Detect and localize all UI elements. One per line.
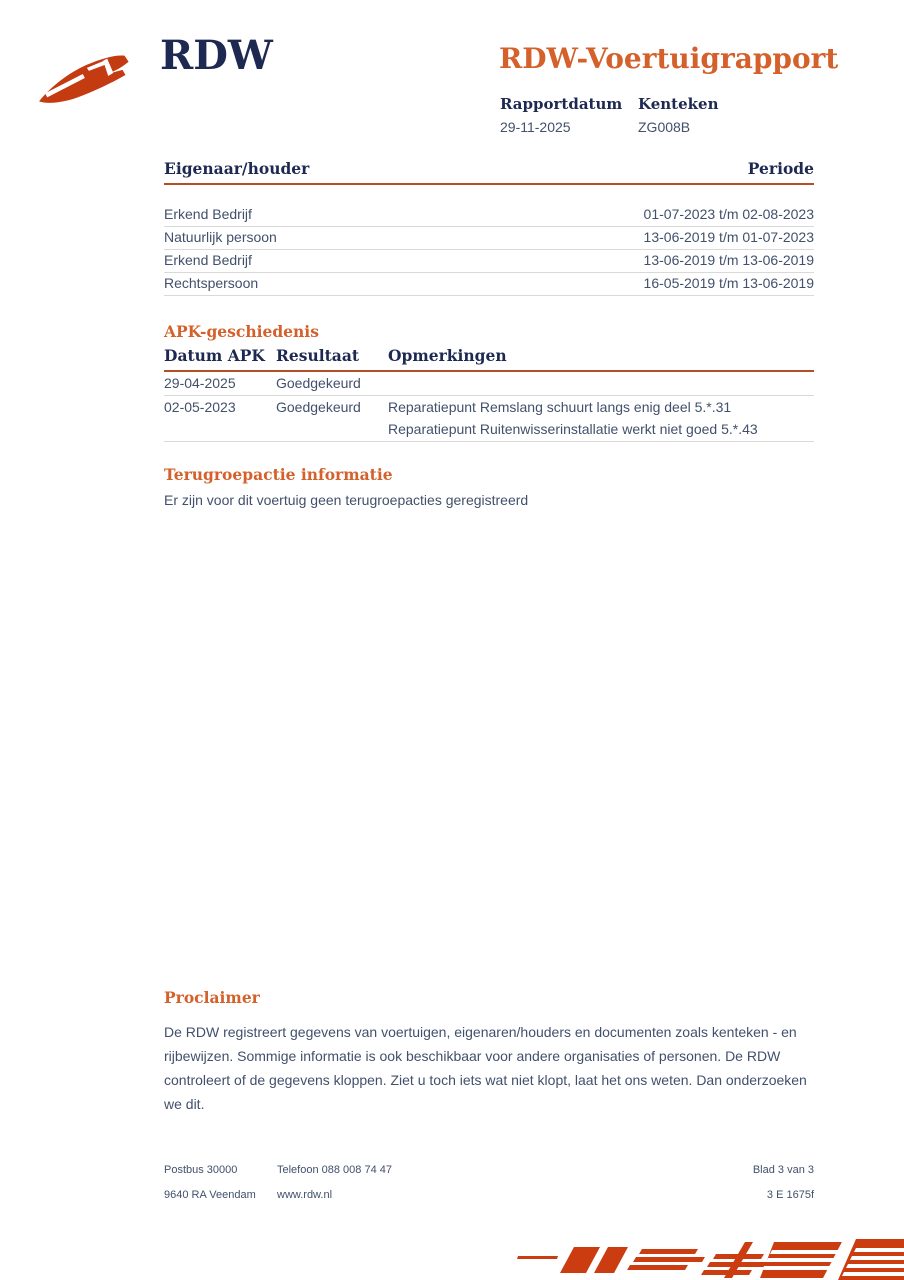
apk-section-title: APK-geschiedenis	[164, 322, 319, 341]
apk-opmerkingen	[388, 376, 814, 391]
apk-resultaat: Goedgekeurd	[276, 375, 361, 391]
proclaimer-body-text: De RDW registreert gegevens van voertuigen, eigenaren/houders en documenten zoals kenteken - en rijbewijzen. Sommige informatie is ook beschikbaar voor andere organisaties of personen. De RDW controleert of de gegevens kloppen. Ziet u toch iets wat niet klopt, laat het ons weten. Dan onderzoeken we dit.	[164, 1024, 807, 1112]
apk-resultaat: Goedgekeurd	[276, 399, 361, 415]
rapportdatum-block	[500, 96, 638, 136]
owner-name: Rechtspersoon	[164, 275, 259, 291]
owner-period: 01-07-2023 t/m 02-08-2023	[643, 206, 814, 222]
footer-form-code: 3 E 1675f	[766, 1189, 814, 1201]
page-footer	[164, 1164, 814, 1214]
apk-opmerking-line: Reparatiepunt Remslang schuurt langs enig deel 5.*.31	[388, 399, 732, 415]
owner-table-header	[164, 159, 814, 185]
apk-col-resultaat: Resultaat	[276, 346, 360, 365]
owner-name: Natuurlijk persoon	[164, 229, 277, 245]
rdw-stripes-banner-graphic	[500, 1234, 904, 1280]
owner-name: Erkend Bedrijf	[164, 252, 252, 268]
owner-period: 16-05-2019 t/m 13-06-2019	[643, 275, 814, 291]
owner-table-body	[164, 204, 814, 296]
recall-body-text: Er zijn voor dit voertuig geen terugroepacties geregistreerd	[164, 492, 529, 508]
owner-name: Erkend Bedrijf	[164, 206, 252, 222]
apk-col-datum: Datum APK	[164, 346, 265, 365]
owner-header-left: Eigenaar/houder	[164, 159, 310, 178]
footer-postbus: Postbus 30000	[164, 1164, 238, 1176]
proclaimer-title: Proclaimer	[164, 988, 260, 1007]
report-meta	[500, 96, 718, 136]
owner-period: 13-06-2019 t/m 13-06-2019	[643, 252, 814, 268]
table-row	[164, 227, 814, 250]
recall-section	[164, 466, 814, 509]
footer-city: 9640 RA Veendam	[164, 1189, 256, 1201]
footer-row	[164, 1189, 814, 1202]
apk-opmerking-line: Reparatiepunt Ruitenwisserinstallatie werkt niet goed 5.*.43	[388, 421, 758, 437]
owner-period: 13-06-2019 t/m 01-07-2023	[643, 229, 814, 245]
apk-section	[164, 323, 814, 442]
table-row	[164, 204, 814, 227]
apk-datum: 02-05-2023	[164, 399, 236, 415]
apk-table-header	[164, 346, 814, 372]
rapportdatum-label: Rapportdatum	[500, 95, 623, 113]
table-row	[164, 396, 814, 442]
owner-header-right: Periode	[747, 159, 814, 178]
recall-section-title: Terugroepactie informatie	[164, 465, 393, 484]
footer-website: www.rdw.nl	[277, 1189, 333, 1201]
rapportdatum-value: 29-11-2025	[500, 119, 571, 135]
table-row	[164, 250, 814, 273]
proclaimer-section	[164, 989, 816, 1116]
apk-col-opmerkingen: Opmerkingen	[388, 346, 507, 365]
table-row	[164, 273, 814, 296]
report-title: RDW-Voertuigrapport	[499, 42, 839, 75]
rdw-logo-text: RDW	[160, 32, 273, 79]
footer-row	[164, 1164, 814, 1177]
footer-telefoon: Telefoon 088 008 74 47	[277, 1164, 392, 1176]
apk-opmerkingen	[388, 400, 814, 437]
footer-page-number: Blad 3 van 3	[752, 1164, 814, 1176]
rdw-feather-icon	[36, 50, 154, 105]
owner-section	[164, 159, 814, 296]
table-row	[164, 372, 814, 396]
apk-datum: 29-04-2025	[164, 375, 236, 391]
kenteken-block	[638, 96, 718, 136]
kenteken-value: ZG008B	[638, 119, 691, 135]
kenteken-label: Kenteken	[638, 95, 719, 113]
